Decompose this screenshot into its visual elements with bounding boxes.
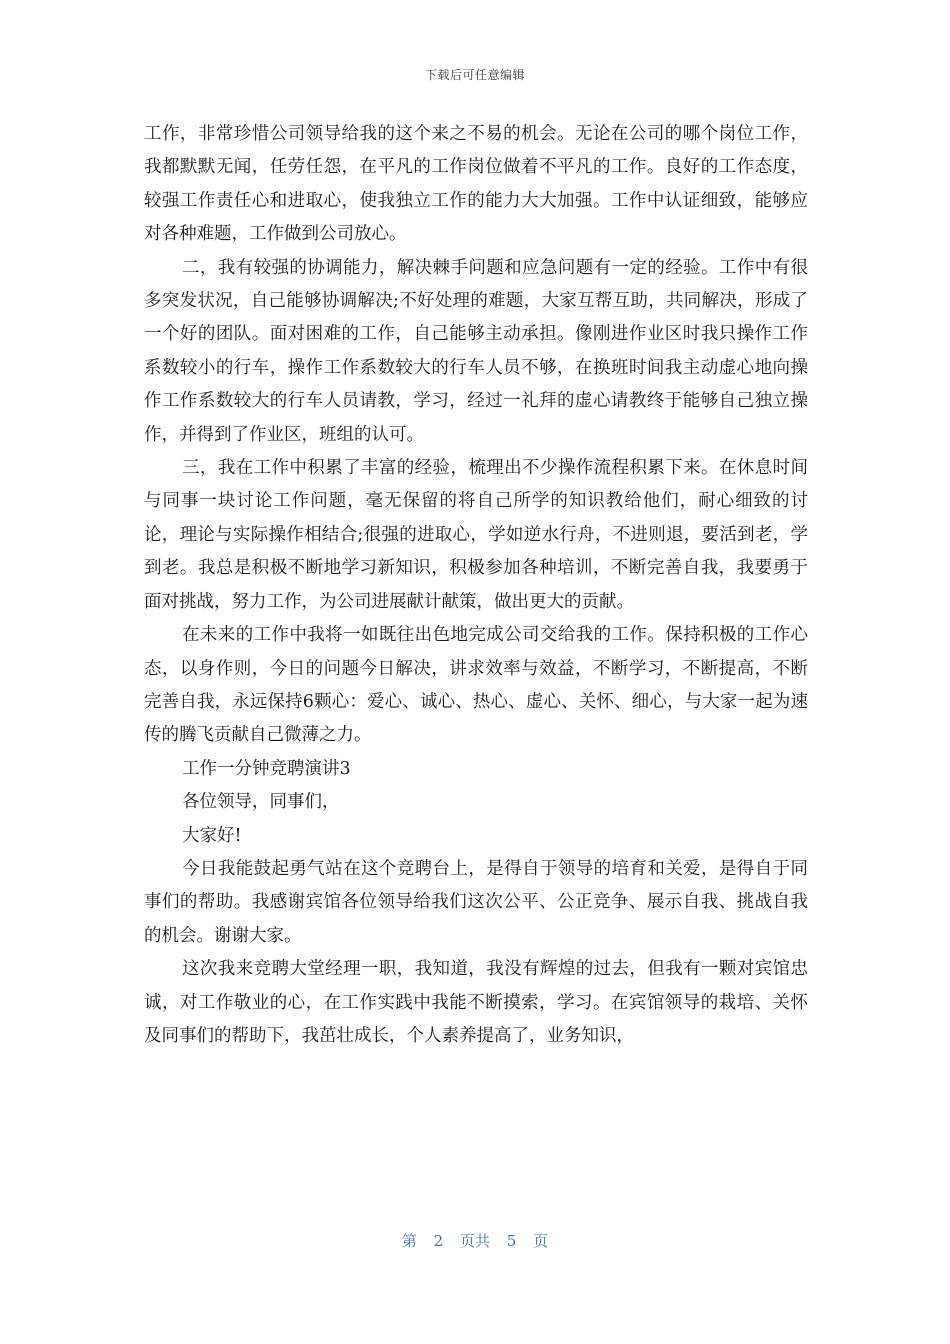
document-body: [144, 118, 808, 1053]
paragraph-4: 在未来的工作中我将一如既往出色地完成公司交给我的工作。保持积极的工作心态，以身作则，今日的问题今日解决，讲求效率与效益，不断学习，不断提高，不断完善自我，永远保持6颗心：爱心、诚心、热心、虚心、关怀、细心，与大家一起为速传的腾飞贡献自己微薄之力。: [144, 625, 808, 746]
page-header: 下载后可任意编辑: [424, 68, 525, 82]
paragraph-3: 三，我在工作中积累了丰富的经验，梳理出不少操作流程积累下来。在休息时间与同事一块讨论工作问题，毫无保留的将自己所学的知识教给他们，耐心细致的讨论，理论与实际操作相结合;很强的进取心，学如逆水行舟，不进则退，要活到老，学到老。我总是积极不断地学习新知识，积极参加各种培训，不断完善自我，我要勇于面对挑战，努力工作，为公司进展献计献策，做出更大的贡献。: [144, 458, 808, 612]
paragraph-8: 今日我能鼓起勇气站在这个竞聘台上，是得自于领导的培育和关爱，是得自于同事们的帮助。我感谢宾馆各位领导给我们这次公平、公正竞争、展示自我、挑战自我的机会。谢谢大家。: [144, 858, 808, 946]
paragraph-2: 二，我有较强的协调能力，解决棘手问题和应急问题有一定的经验。工作中有很多突发状况，自己能够协调解决;不好处理的难题，大家互帮互助，共同解决，形成了一个好的团队。面对困难的工作，自己能够主动承担。像刚进作业区时我只操作工作系数较小的行车，操作工作系数较大的行车人员不够，在换班时间我主动虚心地向操作工作系数较大的行车人员请教，学习，经过一礼拜的虚心请教终于能够自己独立操作，并得到了作业区，班组的认可。: [144, 257, 808, 445]
greeting: 大家好!: [182, 825, 242, 846]
section-heading: 工作一分钟竞聘演讲3: [182, 758, 351, 779]
paragraph-9: 这次我来竞聘大堂经理一职，我知道，我没有辉煌的过去，但我有一颗对宾馆忠诚，对工作敬业的心，在工作实践中我能不断摸索，学习。在宾馆领导的栽培、关怀及同事们的帮助下，我茁壮成长，个人素养提高了，业务知识，: [144, 959, 808, 1046]
salutation: 各位领导，同事们，: [182, 792, 340, 813]
paragraph-1: 工作，非常珍惜公司领导给我的这个来之不易的机会。无论在公司的哪个岗位工作，我都默默无闻，任劳任怨，在平凡的工作岗位做着不平凡的工作。良好的工作态度，较强工作责任心和进取心，使我独立工作的能力大大加强。工作中认证细致，能够应对各种难题，工作做到公司放心。: [144, 124, 808, 245]
page-footer: 第 2 页共 5 页: [401, 1232, 549, 1250]
